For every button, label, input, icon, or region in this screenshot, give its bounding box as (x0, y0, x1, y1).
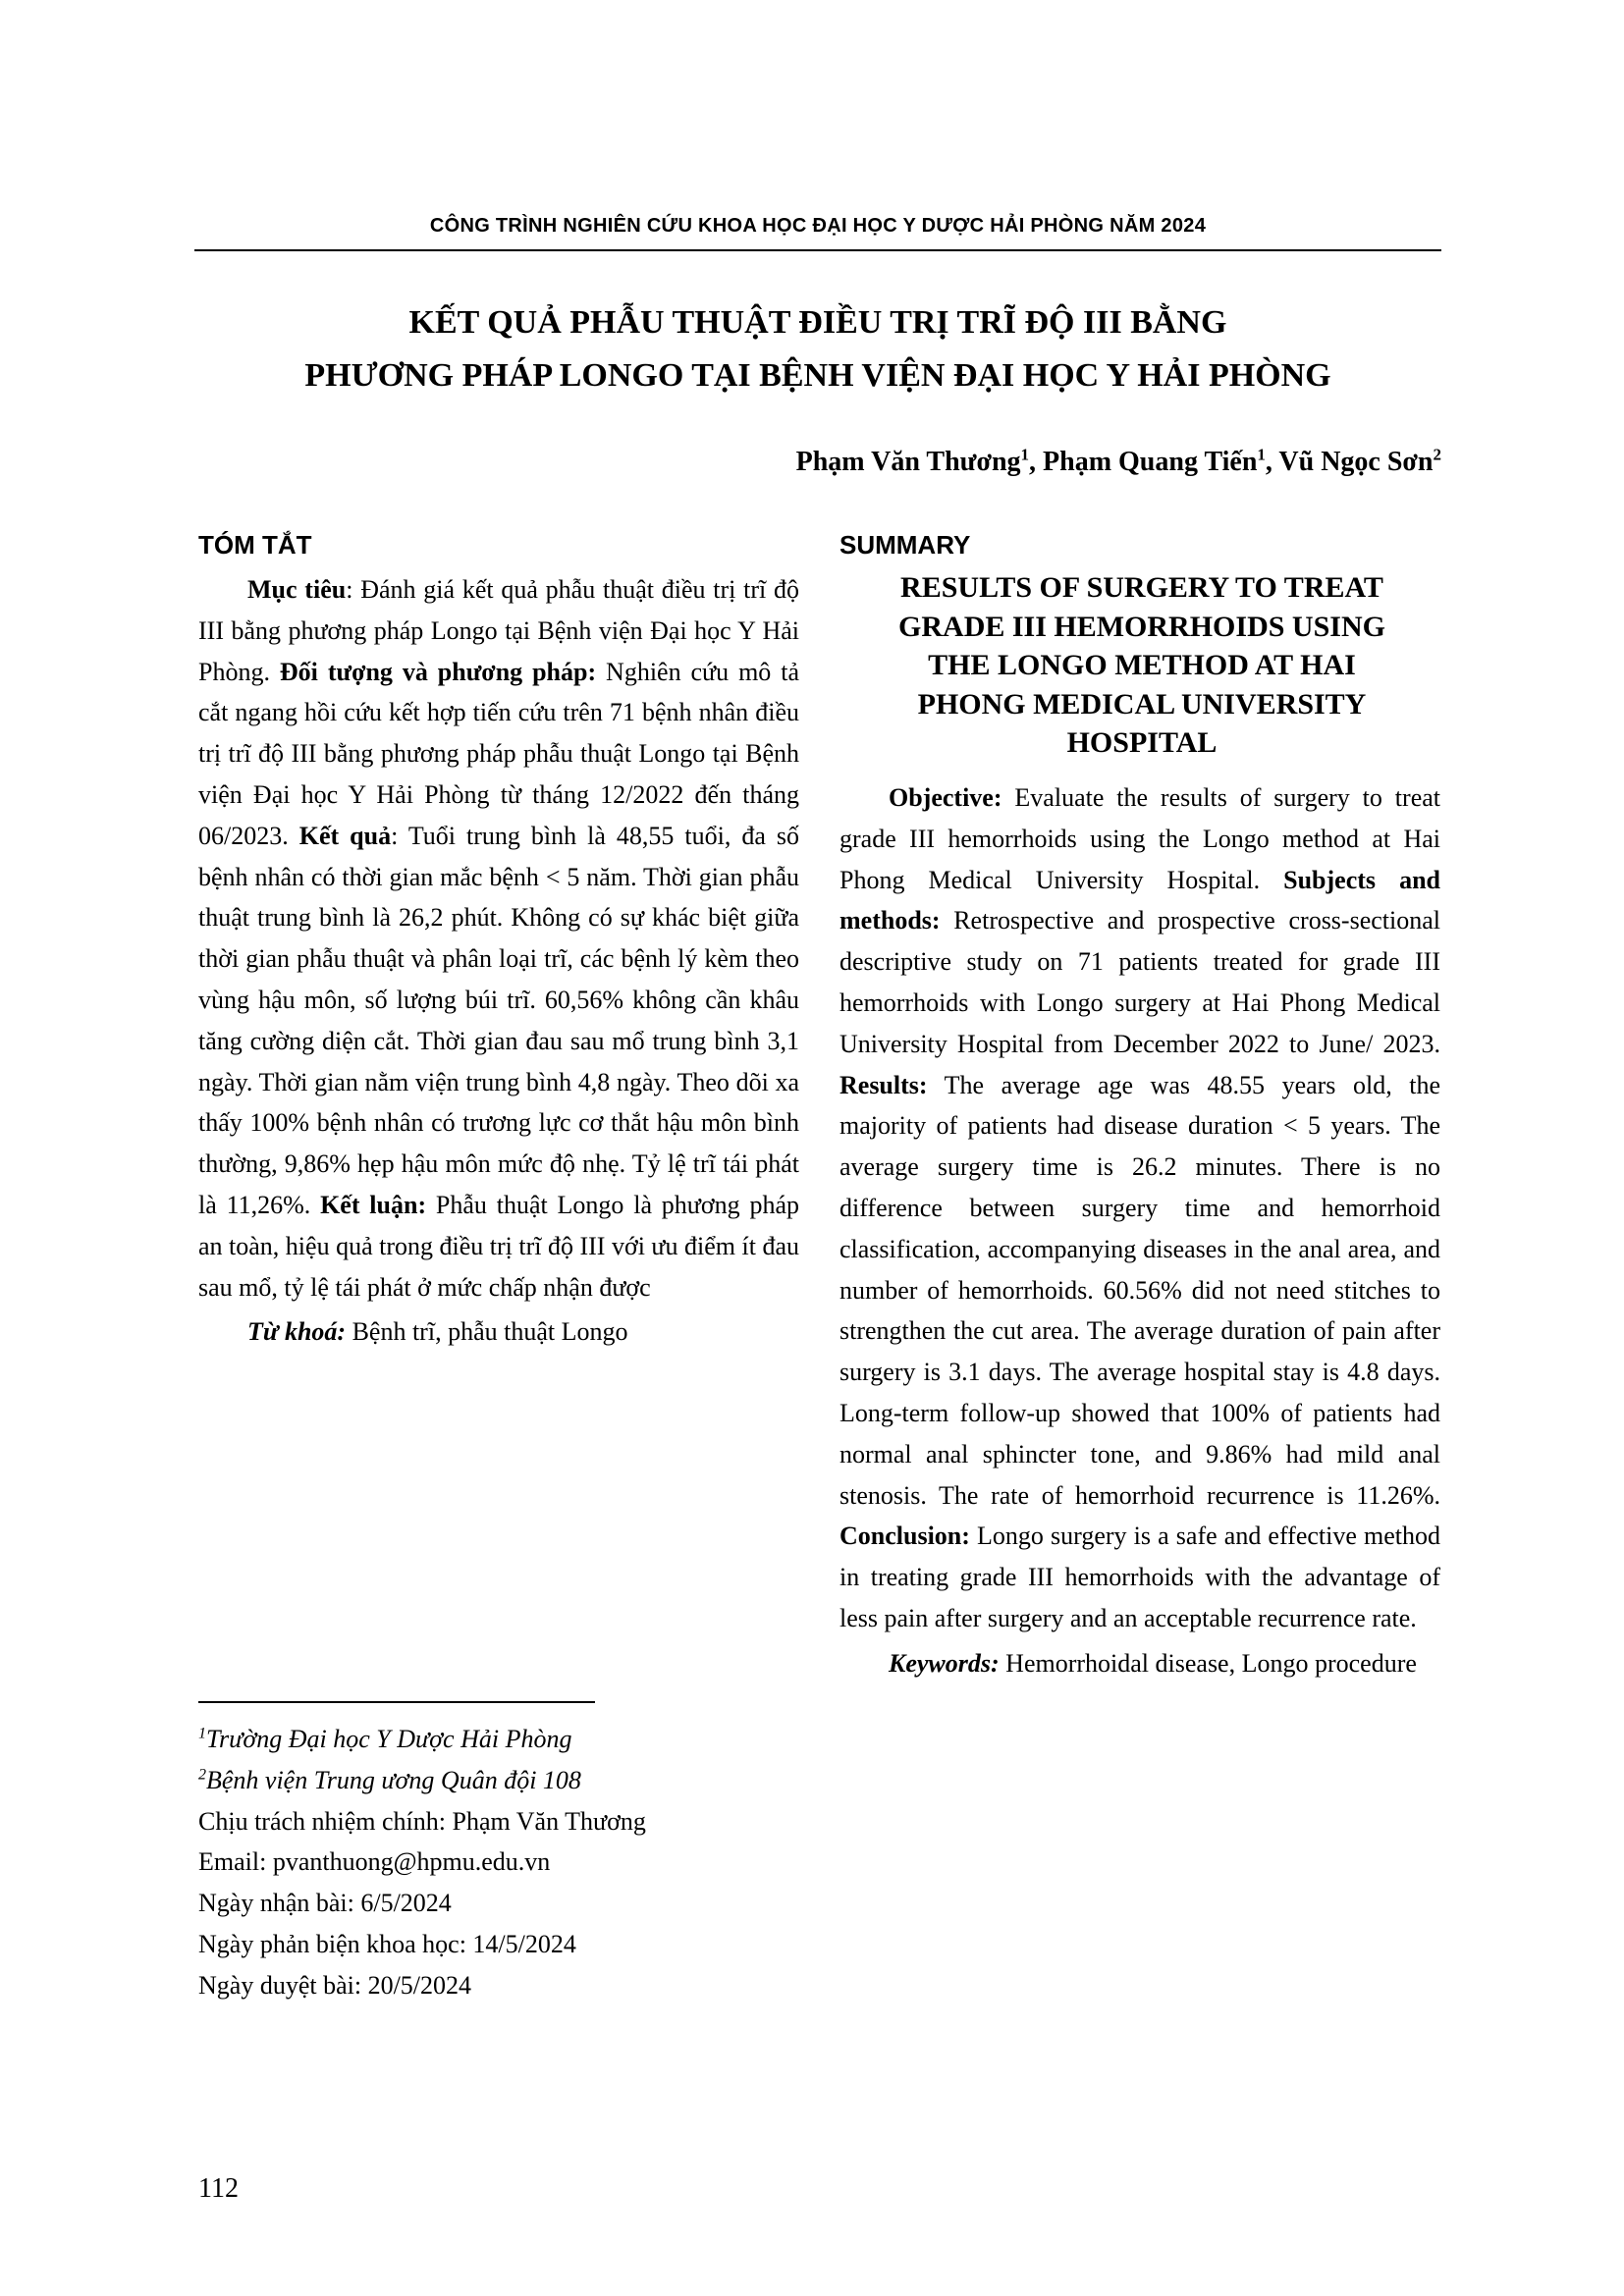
article-title (194, 296, 1441, 402)
methods-text: Retrospective and prospective cross-sectional descriptive study on 71 patients treated for grade III hemorrhoids with Longo surgery at Hai Phong Medical University Hospital from December 2022 to June/ 2023. (839, 906, 1440, 1058)
results-label: Kết quả (298, 821, 392, 850)
footnotes (198, 1719, 646, 2006)
author-list (796, 447, 1441, 478)
title-line-2: PHƯƠNG PHÁP LONGO TẠI BỆNH VIỆN ĐẠI HỌC Y HẢI PHÒNG (304, 357, 1331, 394)
header-rule (194, 249, 1441, 251)
vietnamese-abstract (198, 569, 799, 1353)
vietnamese-keywords (198, 1311, 799, 1353)
vietnamese-abstract-heading: TÓM TẮT (198, 530, 312, 560)
keywords-label: Keywords: (889, 1648, 1000, 1678)
english-abstract (839, 777, 1440, 1684)
conclusion-text: Phẫu thuật Longo là phương pháp an toàn, hiệu quả trong điều trị trĩ độ III với ưu điểm ít đau sau mổ, tỷ lệ tái phát ở mức chấp nhận được (198, 1190, 799, 1302)
author-name: Phạm Văn Thương (795, 447, 1021, 477)
page-number: 112 (198, 2173, 239, 2204)
keywords-text: Hemorrhoidal disease, Longo procedure (999, 1648, 1417, 1678)
running-header: CÔNG TRÌNH NGHIÊN CỨU KHOA HỌC ĐẠI HỌC Y DƯỢC HẢI PHÒNG NĂM 2024 (429, 215, 1207, 237)
objective-label: Objective: (889, 783, 1002, 812)
objective-label: Mục tiêu (247, 575, 347, 604)
english-title-line-5: HOSPITAL (1066, 726, 1218, 759)
corresponding-author: Chịu trách nhiệm chính: Phạm Văn Thương (198, 1806, 646, 1836)
footnote-rule (198, 1701, 595, 1703)
conclusion-text: Longo surgery is a safe and effective method in treating grade III hemorrhoids with the advantage of less pain after surgery and an acceptable recurrence rate. (839, 1522, 1440, 1632)
english-title (837, 568, 1447, 763)
methods-label: Subjects and methods: (839, 865, 1440, 935)
author-affiliation-mark: 1 (1257, 445, 1266, 464)
affiliation-1 (198, 1719, 646, 1760)
keywords-text: Bệnh trĩ, phẫu thuật Longo (346, 1317, 628, 1347)
title-line-1: KẾT QUẢ PHẪU THUẬT ĐIỀU TRỊ TRĨ ĐỘ III BẰNG (408, 304, 1227, 341)
author-affiliation-mark: 2 (1433, 445, 1441, 464)
affiliation-2 (198, 1760, 646, 1801)
results-label: Results: (839, 1070, 928, 1099)
affiliation-1-text: Trường Đại học Y Dược Hải Phòng (206, 1725, 572, 1753)
author-name: Phạm Quang Tiến (1043, 447, 1258, 477)
author-separator: , (1265, 447, 1279, 477)
methods-text: Nghiên cứu mô tả cắt ngang hồi cứu kết hợp tiến cứu trên 71 bệnh nhân điều trị trĩ độ III bằng phương pháp phẫu thuật Longo tại Bệnh viện Đại học Y Hải Phòng từ tháng 12/2022 đến tháng 06/2023. (198, 657, 799, 850)
author-separator: , (1029, 447, 1044, 477)
english-keywords (839, 1643, 1440, 1684)
vietnamese-abstract-body (198, 569, 799, 1308)
english-summary-heading: SUMMARY (839, 530, 971, 560)
methods-label: Đối tượng và phương pháp: (279, 657, 597, 686)
conclusion-label: Kết luận: (320, 1190, 427, 1219)
results-text: : Tuổi trung bình là 48,55 tuổi, đa số bệnh nhân có thời gian mắc bệnh < 5 năm. Thời gian phẫu thuật trung bình là 26,2 phút. Không có sự khác biệt giữa thời gian phẫu thuật và phân loại trĩ, các bệnh lý kèm theo vùng hậu môn, số lượng búi trĩ. 60,56% không cần khâu tăng cường diện cắt. Thời gian đau sau mổ trung bình 3,1 ngày. Thời gian nằm viện trung bình 4,8 ngày. Theo dõi xa thấy 100% bệnh nhân có trương lực cơ thắt hậu môn bình thường, 9,86% hẹp hậu môn mức độ nhẹ. Tỷ lệ trĩ tái phát là 11,26%. (198, 821, 799, 1219)
date-accepted: Ngày duyệt bài: 20/5/2024 (198, 1970, 472, 2000)
english-title-line-4: PHONG MEDICAL UNIVERSITY (917, 687, 1367, 721)
english-abstract-body (839, 777, 1440, 1639)
affiliation-2-mark: 2 (198, 1766, 206, 1784)
date-received: Ngày nhận bài: 6/5/2024 (198, 1889, 452, 1918)
author-affiliation-mark: 1 (1020, 445, 1030, 464)
english-title-line-1: RESULTS OF SURGERY TO TREAT (900, 571, 1383, 604)
author-name: Vũ Ngọc Sơn (1278, 447, 1434, 477)
contact-email: Email: pvanthuong@hpmu.edu.vn (198, 1847, 551, 1877)
english-title-line-3: THE LONGO METHOD AT HAI (928, 649, 1356, 681)
english-title-line-2: GRADE III HEMORRHOIDS USING (898, 610, 1385, 643)
affiliation-2-text: Bệnh viện Trung ương Quân đội 108 (206, 1765, 581, 1794)
conclusion-label: Conclusion: (839, 1522, 970, 1551)
date-reviewed: Ngày phản biện khoa học: 14/5/2024 (198, 1929, 576, 1958)
results-text: The average age was 48.55 years old, the majority of patients had disease duration < 5 years. The average surgery time is 26.2 minutes. There is no difference between surgery time and hemorrhoid classification, accompanying diseases in the anal area, and number of hemorrhoids. 60.56% did not need stitches to strengthen the cut area. The average duration of pain after surgery is 3.1 days. The average hospital stay is 4.8 days. Long-term follow-up showed that 100% of patients had normal anal sphincter tone, and 9.86% had mild anal stenosis. The rate of hemorrhoid recurrence is 11.26%. (839, 1070, 1440, 1510)
objective-text: : Đánh giá kết quả phẫu thuật điều trị trĩ độ III bằng phương pháp Longo tại Bệnh viện Đại học Y Hải Phòng. (198, 575, 800, 686)
keywords-label: Từ khoá: (247, 1317, 347, 1347)
objective-text: Evaluate the results of surgery to treat grade III hemorrhoids using the Longo method at Hai Phong Medical University Hospital. (839, 783, 1440, 894)
affiliation-1-mark: 1 (198, 1725, 206, 1742)
